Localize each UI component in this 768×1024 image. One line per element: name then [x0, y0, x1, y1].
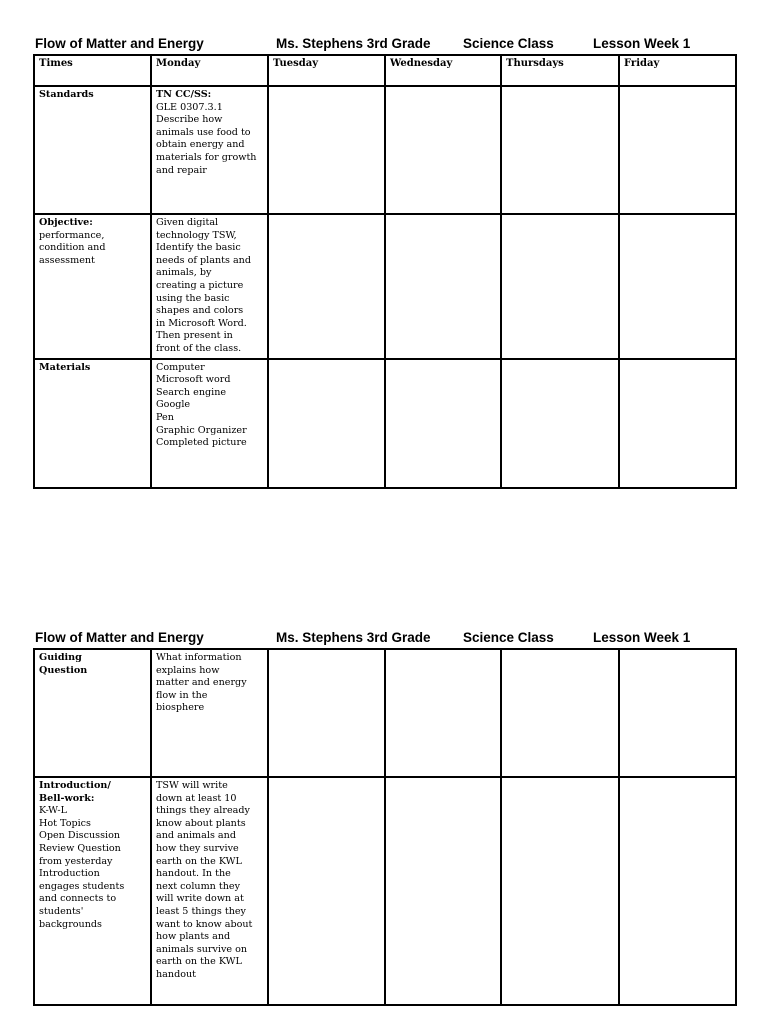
table-header-row: [34, 55, 736, 86]
objective-text: Given digital technology TSW, Identify the basic needs of plants and animals, by creating a picture using the basic shapes and colors in Microsoft Word. Then present in front of the class.: [156, 217, 252, 354]
cell-guiding-thursday: [501, 649, 619, 777]
guiding-question-label: Guiding Question: [39, 652, 88, 676]
cell-introduction-monday: [151, 777, 268, 1005]
cell-introduction-tuesday: [268, 777, 385, 1005]
cell-standards-tuesday: [268, 86, 385, 214]
column-header-thursdays: Thursdays: [501, 55, 619, 86]
standards-code-label: TN CC/SS:: [156, 89, 212, 100]
lesson-plan-table-1: [33, 54, 737, 489]
column-header-wednesday: Wednesday: [385, 55, 501, 86]
header-title: Flow of Matter and Energy: [35, 630, 204, 645]
cell-introduction-thursday: [501, 777, 619, 1005]
row-label-guiding-question: [34, 649, 151, 777]
cell-materials-monday: [151, 359, 268, 488]
cell-objective-thursday: [501, 214, 619, 359]
cell-standards-monday: [151, 86, 268, 214]
header-title: Flow of Matter and Energy: [35, 36, 204, 51]
cell-materials-thursday: [501, 359, 619, 488]
guiding-question-text: What information explains how matter and energy flow in the biosphere: [156, 652, 247, 714]
cell-guiding-tuesday: [268, 649, 385, 777]
cell-objective-monday: [151, 214, 268, 359]
lesson-plan-table-2: [33, 648, 737, 1006]
row-label-objective: [34, 214, 151, 359]
cell-materials-friday: [619, 359, 736, 488]
objective-label-detail: performance, condition and assessment: [39, 229, 106, 266]
cell-introduction-friday: [619, 777, 736, 1005]
introduction-label: Introduction/ Bell-work:: [39, 780, 111, 804]
header-subject: Science Class: [463, 36, 554, 51]
row-label-standards: Standards: [34, 86, 151, 214]
cell-guiding-wednesday: [385, 649, 501, 777]
cell-guiding-friday: [619, 649, 736, 777]
introduction-label-detail: K-W-L Hot Topics Open Discussion Review Question from yesterday Introduction engages students and connects to students' backgrounds: [39, 805, 125, 930]
table-row-materials: [34, 359, 736, 488]
table-row-objective: [34, 214, 736, 359]
cell-materials-tuesday: [268, 359, 385, 488]
row-label-materials: Materials: [34, 359, 151, 488]
cell-materials-wednesday: [385, 359, 501, 488]
header-teacher: Ms. Stephens 3rd Grade: [276, 36, 431, 51]
row-label-introduction: [34, 777, 151, 1005]
cell-guiding-monday: [151, 649, 268, 777]
header-subject: Science Class: [463, 630, 554, 645]
column-header-times: Times: [34, 55, 151, 86]
column-header-friday: Friday: [619, 55, 736, 86]
header-week: Lesson Week 1: [593, 630, 691, 645]
cell-standards-friday: [619, 86, 736, 214]
cell-objective-wednesday: [385, 214, 501, 359]
table-row-guiding-question: [34, 649, 736, 777]
cell-standards-thursday: [501, 86, 619, 214]
cell-introduction-wednesday: [385, 777, 501, 1005]
column-header-monday: Monday: [151, 55, 268, 86]
table-row-standards: [34, 86, 736, 214]
cell-objective-tuesday: [268, 214, 385, 359]
cell-standards-wednesday: [385, 86, 501, 214]
objective-label: Objective:: [39, 217, 93, 228]
column-header-tuesday: Tuesday: [268, 55, 385, 86]
header-week: Lesson Week 1: [593, 36, 691, 51]
table-row-introduction: [34, 777, 736, 1005]
standards-text: GLE 0307.3.1 Describe how animals use food to obtain energy and materials for growth and repair: [156, 101, 257, 176]
header-teacher: Ms. Stephens 3rd Grade: [276, 630, 431, 645]
materials-text: Computer Microsoft word Search engine Google Pen Graphic Organizer Completed picture: [156, 361, 247, 449]
introduction-text: TSW will write down at least 10 things they already know about plants and animals and how they survive earth on the KWL handout. In the next column they will write down at least 5 things they want to know about how plants and animals survive on earth on the KWL handout: [156, 780, 253, 980]
cell-objective-friday: [619, 214, 736, 359]
